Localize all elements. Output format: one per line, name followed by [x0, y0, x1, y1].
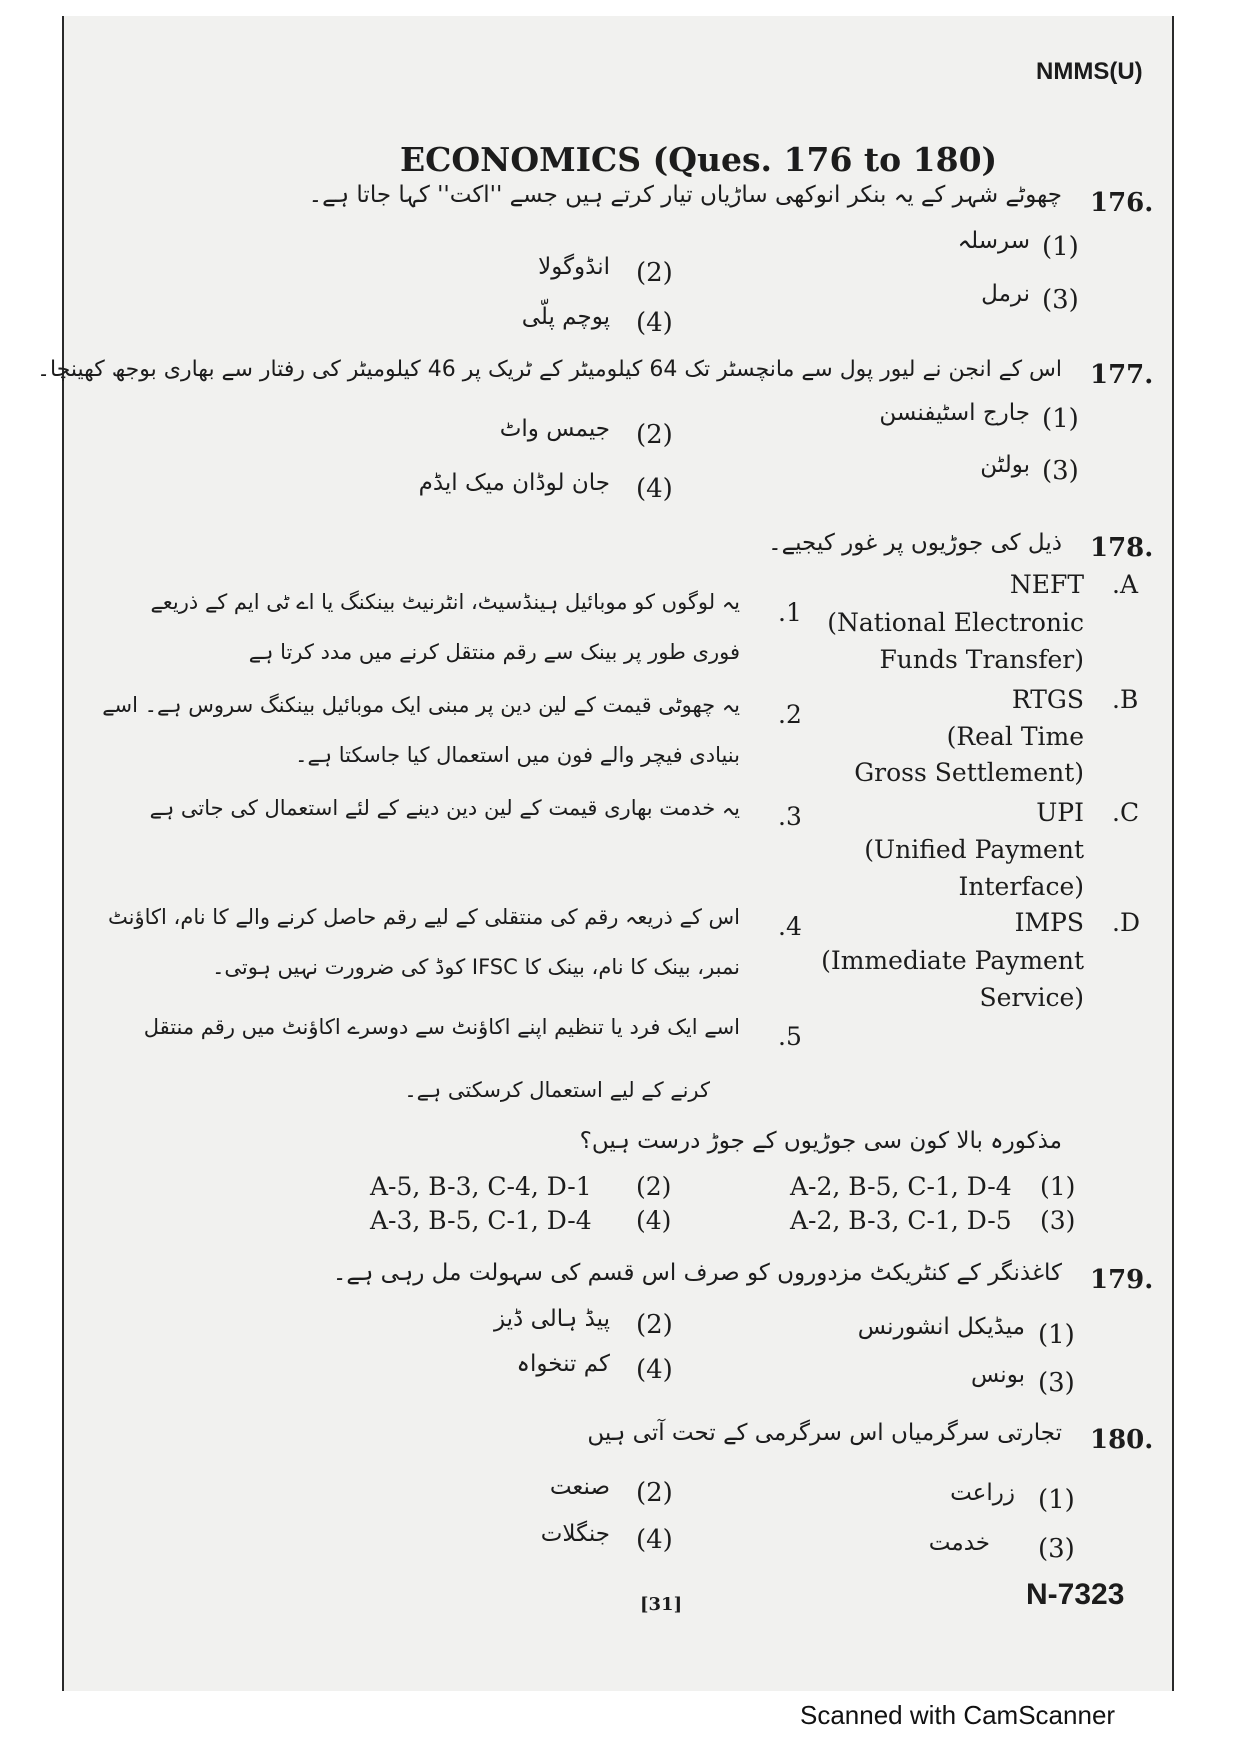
- option-text: سرسلہ: [957, 228, 1030, 254]
- match-description: اس کے ذریعہ رقم کی منتقلی کے لیے رقم حاصل کرنے والے کا نام، اکاؤنٹ: [108, 905, 740, 929]
- option-text: جان لوڈان میک ایڈم: [418, 470, 610, 496]
- option-text: بونس: [970, 1362, 1025, 1388]
- match-number: .4: [778, 912, 802, 941]
- option-number: (3): [1042, 285, 1079, 315]
- question-text: مذکورہ بالا کون سی جوڑیوں کے جوڑ درست ہیں؟: [579, 1128, 1062, 1154]
- option-number: (1): [1040, 1172, 1076, 1201]
- match-term: RTGS: [1011, 685, 1084, 714]
- match-term-detail: Gross Settlement): [854, 758, 1084, 787]
- match-term: UPI: [1036, 798, 1084, 827]
- option-number: (3): [1040, 1206, 1076, 1235]
- match-term-detail: (Unified Payment: [864, 835, 1084, 864]
- match-term-detail: Service): [979, 983, 1084, 1012]
- match-term-detail: Interface): [958, 872, 1084, 901]
- match-term-detail: (Real Time: [946, 722, 1084, 751]
- match-number: .5: [778, 1022, 802, 1051]
- match-letter: .D: [1112, 908, 1140, 937]
- match-description: بنیادی فیچر والے فون میں استعمال کیا جاسکتا ہے۔: [295, 743, 740, 767]
- option-number: (2): [636, 258, 673, 288]
- option-text: زراعت: [950, 1480, 1015, 1506]
- match-description: اسے ایک فرد یا تنظیم اپنے اکاؤنٹ سے دوسرے اکاؤنٹ میں رقم منتقل: [143, 1015, 740, 1039]
- option-text: جارج اسٹیفنسن: [879, 400, 1030, 426]
- match-term-detail: (National Electronic: [827, 608, 1084, 637]
- option-number: (1): [1042, 404, 1079, 434]
- match-description: کرنے کے لیے استعمال کرسکتی ہے۔: [404, 1078, 710, 1102]
- option-number: (1): [1042, 232, 1079, 262]
- match-term-detail: Funds Transfer): [879, 645, 1084, 674]
- option-number: (3): [1038, 1368, 1075, 1398]
- paper-code-footer: N-7323: [1026, 1578, 1125, 1611]
- option-number: (2): [636, 420, 673, 450]
- option-text: انڈوگولا: [538, 254, 610, 280]
- option-text: کم تنخواہ: [516, 1351, 610, 1377]
- match-number: .1: [778, 598, 802, 627]
- match-term: NEFT: [1009, 570, 1084, 599]
- question-number: 177.: [1090, 360, 1154, 390]
- option-text: پوچم پلّی: [521, 304, 610, 330]
- question-number: 178.: [1090, 533, 1154, 563]
- option-number: (4): [636, 474, 673, 504]
- question-text: ذیل کی جوڑیوں پر غور کیجیے۔: [768, 530, 1062, 556]
- match-letter: .B: [1112, 685, 1139, 714]
- match-description: فوری طور پر بینک سے رقم منتقل کرنے میں مدد کرتا ہے: [248, 640, 740, 664]
- option-number: (4): [636, 1525, 673, 1555]
- scanner-watermark: Scanned with CamScanner: [800, 1700, 1116, 1730]
- answer-option: A-5, B-3, C-4, D-1: [370, 1172, 592, 1201]
- option-text: میڈیکل انشورنس: [857, 1314, 1025, 1340]
- option-number: (1): [1038, 1485, 1075, 1515]
- option-text: جیمس واٹ: [499, 416, 610, 442]
- match-term: IMPS: [1014, 908, 1084, 937]
- option-number: (3): [1038, 1534, 1075, 1564]
- section-title: ECONOMICS (Ques. 176 to 180): [400, 140, 998, 179]
- match-letter: .C: [1112, 798, 1140, 827]
- match-description: یہ چھوٹی قیمت کے لین دین پر مبنی ایک موبائیل بینکنگ سروس ہے۔ اسے: [102, 693, 740, 717]
- match-description: یہ لوگوں کو موبائیل ہینڈسیٹ، انٹرنیٹ بینکنگ یا اے ٹی ایم کے ذریعے: [150, 590, 740, 614]
- match-number: .2: [778, 700, 802, 729]
- option-text: صنعت: [549, 1474, 610, 1500]
- option-text: بولٹن: [980, 452, 1030, 478]
- match-description: نمبر، بینک کا نام، بینک کا IFSC کوڈ کی ضرورت نہیں ہوتی۔: [212, 955, 740, 979]
- page-number: [31]: [640, 1594, 683, 1615]
- match-description: یہ خدمت بھاری قیمت کے لین دین دینے کے لئے استعمال کی جاتی ہے: [149, 796, 740, 820]
- option-number: (4): [636, 308, 673, 338]
- option-text: پیڈ ہالی ڈیز: [493, 1306, 610, 1332]
- question-number: 179.: [1090, 1265, 1154, 1295]
- option-number: (2): [636, 1310, 673, 1340]
- paper-code-header: NMMS(U): [1036, 58, 1143, 85]
- match-letter: .A: [1112, 570, 1139, 599]
- question-text: چھوٹے شہر کے یہ بنکر انوکھی ساڑیاں تیار کرتے ہیں جسے ''اکت'' کہا جاتا ہے۔: [308, 182, 1062, 208]
- question-text: کاغذنگر کے کنٹریکٹ مزدوروں کو صرف اس قسم کی سہولت مل رہی ہے۔: [332, 1260, 1062, 1286]
- option-number: (3): [1042, 456, 1079, 486]
- answer-option: A-2, B-3, C-1, D-5: [790, 1206, 1012, 1235]
- option-text: جنگلات: [540, 1521, 610, 1547]
- question-text: اس کے انجن نے لیور پول سے مانچسٹر تک 64 کیلومیٹر کے ٹریک پر 46 کیلومیٹر کی رفتار سے بھاری بوجھ کھینچا۔: [37, 357, 1062, 382]
- match-number: .3: [778, 802, 802, 831]
- match-term-detail: (Immediate Payment: [821, 946, 1084, 975]
- option-number: (4): [636, 1355, 673, 1385]
- option-number: (2): [636, 1478, 673, 1508]
- question-text: تجارتی سرگرمیاں اس سرگرمی کے تحت آتی ہیں: [587, 1420, 1062, 1446]
- answer-option: A-2, B-5, C-1, D-4: [790, 1172, 1012, 1201]
- option-number: (4): [636, 1206, 672, 1235]
- option-number: (1): [1038, 1320, 1075, 1350]
- option-text: نرمل: [981, 281, 1030, 307]
- question-number: 176.: [1090, 188, 1154, 218]
- option-text: خدمت: [928, 1530, 990, 1556]
- option-number: (2): [636, 1172, 672, 1201]
- answer-option: A-3, B-5, C-1, D-4: [370, 1206, 592, 1235]
- question-number: 180.: [1090, 1425, 1154, 1455]
